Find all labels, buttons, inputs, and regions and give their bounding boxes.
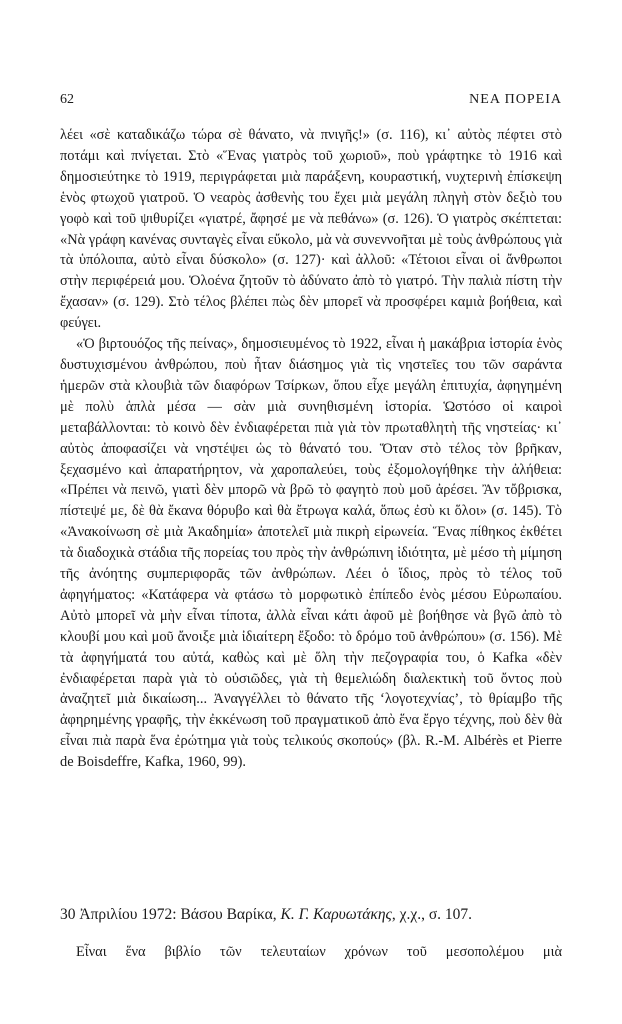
body-text [60, 125, 562, 773]
section-page-ref: , σ. 107. [421, 906, 473, 923]
paragraph-continuation: Εἶναι ἕνα βιβλίο τῶν τελευταίων χρόνων τοῦ μεσοπολέμου μιὰ [76, 944, 562, 960]
section-date: 30 Ἀπριλίου 1972: [60, 906, 181, 923]
paragraph-hunger-artist: «Ὁ βιρτουόζος τῆς πείνας», δημοσιευμένος τὸ 1922, εἶναι ἡ μακάβρια ἱστορία ἑνὸς δυστυχισμένου ἀνθρώπου, ποὺ ἦταν διάσημος γιὰ τὶς νηστεῖες του τῶν σαράντα ἡμερῶν στὰ κλουβιὰ τῶν διαφόρων Τσίρκων, ὅπου εἶχε μεγάλη ἐπιτυχία, ἀφηγημένη μὲ πολὺ ἁπλὰ μέσα — σὰν μιὰ συνηθισμένη ἱστορία. Ὡστόσο οἱ καιροὶ μεταβάλλονται: τὸ κοινὸ δὲν ἐνδιαφέρεται πιὰ γιὰ τὸν πρωταθλητὴ τῆς νηστείας· κι᾽ αὐτὸς ἀποφασίζει νὰ νηστέψει ὡς τὸ θάνατό του. Ὅταν στὸ τέλος τὸν βρῆκαν, ξεχασμένο καὶ ἀπαρατήρητον, νὰ χαροπαλεύει, τοὺς ἐξομολογήθηκε τὴν ἀλήθεια: «Πρέπει νὰ πεινῶ, γιατὶ δὲν μπορῶ νὰ βρῶ τὸ φαγητὸ ποὺ μοῦ ἀρέσει. Ἂν τὄβρισκα, πίστεψέ με, δὲ θὰ ἔκανα θόρυβο καὶ θὰ ἔτρωγα καλά, ὅπως ἐσὺ κι ὅλοι» (σ. 145). Τὸ «Ἀνακοίνωση σὲ μιὰ Ἀκαδημία» ἀποτελεῖ μιὰ πικρὴ εἰρωνεία. Ἕνας πίθηκος ἐκθέτει τὰ διαδοχικὰ στάδια τῆς πορείας του πρὸς τὴν ἀνθρώπινη ἰδιότητα, μὲ μέσο τὴ μίμηση τῆς ἀνόητης συμπεριφορᾶς τῶν ἀνθρώπων. Λέει ὁ ἴδιος, πρὸς τὸ τέλος τοῦ ἀφηγήματος: «Κατάφερα νὰ φτάσω τὸ μορφωτικὸ ἐπίπεδο ἑνὸς μέσου Εὐρωπαίου. Αὐτὸ μπορεῖ νὰ μὴν εἶναι τίποτα, ἀλλὰ εἶναι κάτι ἀφοῦ μὲ βοήθησε νὰ βγῶ ἀπὸ τὸ κλουβί μου καὶ μοῦ ἄνοιξε μιὰ ἰδιαίτερη ἔξοδο: τὸ δρόμο τοῦ ἀνθρώπου» (σ. 156). Μὲ τὰ ἀφηγήματά του αὐτά, καθὼς καὶ μὲ ὅλη τὴν πεζογραφία του, ὁ Kafka «δὲν ἐνδιαφέρεται παρὰ γιὰ τὸ οὐσιῶδες, γιὰ τὴ θεμελιώδη διαλεκτικὴ τοῦ ὄντος ποὺ ἀναζητεῖ μιὰ δικαίωση... Ἀναγγέλλει τὸ θάνατο τῆς ‘λογοτεχνίας’, τὸ θρίαμβο τῆς ἀφηρημένης γραφῆς, τὴν ἐκκένωση τοῦ πραγματικοῦ ἀπὸ ἕνα ἔργο τέχνης, ποὺ δὲν θὰ εἶναι πιὰ παρὰ ἕνα ἐρώτημα γιὰ τοὺς τελικούς σκοπούς» (βλ. R.-M. Albérès et Pierre de Boisdeffre, Kafka, 1960, 99). [60, 336, 562, 771]
paragraph-kafka-doctor: λέει «σὲ καταδικάζω τώρα σὲ θάνατο, νὰ πνιγῆς!» (σ. 116), κι᾽ αὐτὸς πέφτει στὸ ποτάμι καὶ πνίγεται. Στὸ «Ἕνας γιατρὸς τοῦ χωριοῦ», ποὺ γράφτηκε τὸ 1916 καὶ δημοσιεύτηκε τὸ 1919, περιγράφεται μιὰ παράξενη, κουραστική, νυχτερινὴ ἐπίσκεψη ἑνὸς φτωχοῦ γιατροῦ. Ὁ νεαρὸς ἀσθενὴς του ἔχει μιὰ μεγάλη πληγὴ στὸν δεξιὸ του γοφὸ καὶ τοῦ ψιθυρίζει «γιατρέ, ἄφησέ με νὰ πεθάνω» (σ. 126). Ὁ γιατρὸς σκέπτεται: «Νὰ γράφη κανένας συνταγὲς εἶναι εὔκολο, μὰ νὰ συνεννοῆται μὲ τοὺς ἀνθρώπους γιὰ τὰ ὑπόλοιπα, αὐτὸ εἶναι δύσκολο» (σ. 127)· καὶ ἀλλοῦ: «Τέτοιοι εἶναι οἱ ἄνθρωποι στὴν περιφέρειά μου. Ὁλοένα ζητοῦν τὸ ἀδύνατο ἀπὸ τὸ γιατρό. Τὴν παλιὰ πίστη τὴν ἔχασαν» (σ. 129). Στὸ τέλος βλέπει πὼς δὲν μπορεῖ νὰ προσφέρει καμιὰ βοήθεια, καὶ φεύγει. [60, 127, 562, 332]
running-title: ΝΕΑ ΠΟΡΕΙΑ [469, 92, 562, 107]
section-author: Βάσου Βαρίκα, [180, 906, 281, 923]
section-etc: , χ.χ. [391, 906, 422, 923]
section-heading [60, 904, 562, 926]
page-header [60, 92, 562, 112]
section-book-title: Κ. Γ. Καρυωτάκης [280, 906, 392, 923]
page-number: 62 [60, 92, 74, 107]
